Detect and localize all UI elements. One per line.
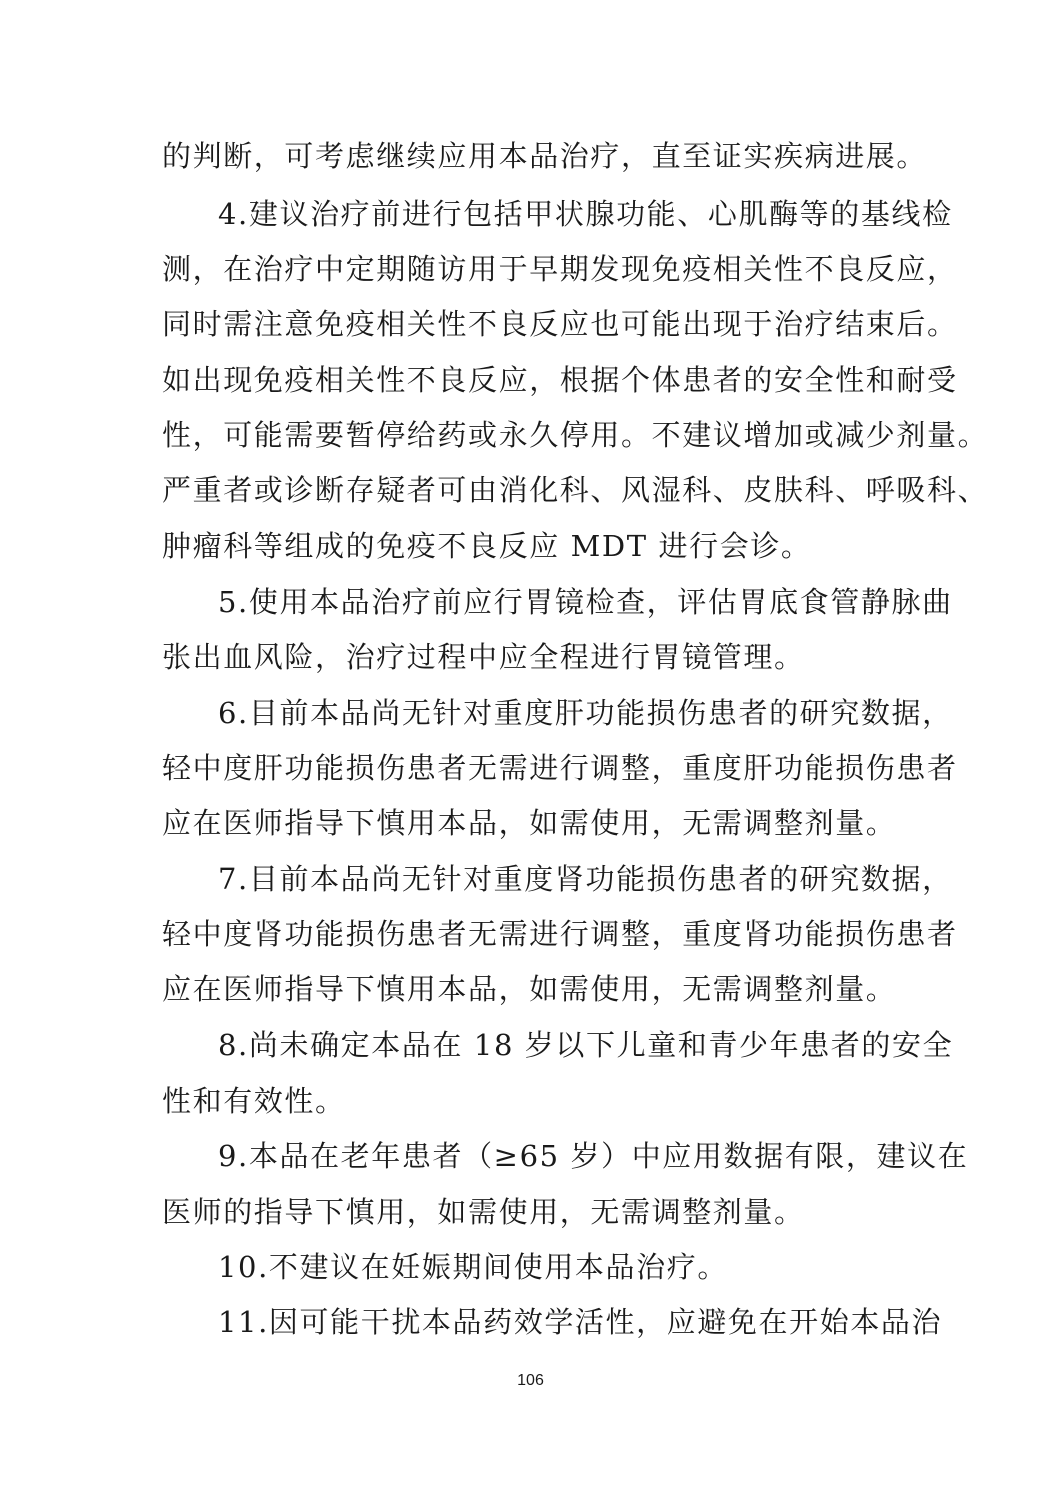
text-line: 如出现免疫相关性不良反应，根据个体患者的安全性和耐受: [162, 363, 958, 397]
text-line: 同时需注意免疫相关性不良反应也可能出现于治疗结束后。: [162, 307, 958, 341]
text-line: 应在医师指导下慎用本品，如需使用，无需调整剂量。: [162, 806, 897, 840]
text-line: 轻中度肝功能损伤患者无需进行调整，重度肝功能损伤患者: [162, 751, 958, 785]
text-line: 9.本品在老年患者（≥65 岁）中应用数据有限，建议在: [218, 1139, 969, 1173]
text-line: 10.不建议在妊娠期间使用本品治疗。: [218, 1250, 728, 1284]
text-line: 7.目前本品尚无针对重度肾功能损伤患者的研究数据，: [218, 862, 953, 896]
text-line: 的判断，可考虑继续应用本品治疗，直至证实疾病进展。: [162, 139, 928, 173]
text-line: 应在医师指导下慎用本品，如需使用，无需调整剂量。: [162, 972, 897, 1006]
text-line: 性和有效性。: [162, 1084, 346, 1118]
text-line: 轻中度肾功能损伤患者无需进行调整，重度肾功能损伤患者: [162, 917, 958, 951]
text-line: 4.建议治疗前进行包括甲状腺功能、心肌酶等的基线检: [218, 197, 953, 231]
text-line: 医师的指导下慎用，如需使用，无需调整剂量。: [162, 1195, 805, 1229]
text-line: 8.尚未确定本品在 18 岁以下儿童和青少年患者的安全: [218, 1028, 954, 1062]
text-line: 性，可能需要暂停给药或永久停用。不建议增加或减少剂量。: [162, 418, 989, 452]
text-line: 5.使用本品治疗前应行胃镜检查，评估胃底食管静脉曲: [218, 585, 953, 619]
page-number: 106: [517, 1372, 544, 1389]
text-line: 11.因可能干扰本品药效学活性，应避免在开始本品治: [218, 1305, 943, 1339]
text-line: 张出血风险，治疗过程中应全程进行胃镜管理。: [162, 640, 805, 674]
text-line: 严重者或诊断存疑者可由消化科、风湿科、皮肤科、呼吸科、: [162, 473, 989, 507]
text-line: 肿瘤科等组成的免疫不良反应 MDT 进行会诊。: [162, 529, 812, 563]
text-line: 6.目前本品尚无针对重度肝功能损伤患者的研究数据，: [218, 696, 953, 730]
text-line: 测，在治疗中定期随访用于早期发现免疫相关性不良反应，: [162, 252, 958, 286]
